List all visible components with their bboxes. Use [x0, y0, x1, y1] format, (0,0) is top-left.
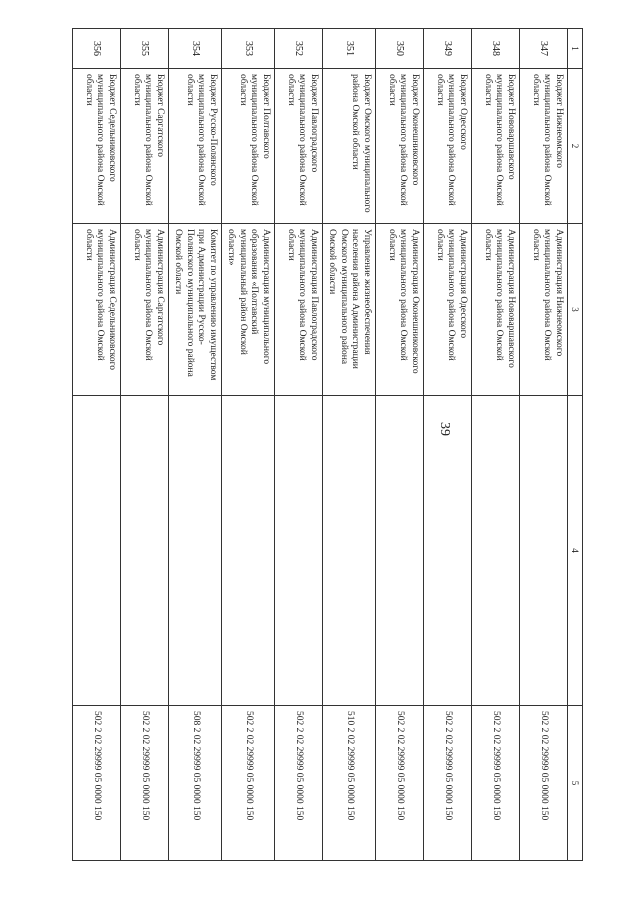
budget-code: 502 2 02 29999 05 0000 150 [472, 706, 520, 861]
table-row [376, 29, 424, 861]
header-col-5: 5 [568, 706, 583, 861]
budget-code: 502 2 02 29999 05 0000 150 [121, 706, 169, 861]
row-number: 354 [169, 29, 222, 69]
table-header-row [568, 29, 583, 861]
row-number: 356 [73, 29, 121, 69]
col4-cell [169, 396, 222, 706]
col4-cell [376, 396, 424, 706]
col4-cell [73, 396, 121, 706]
budget-name: Бюджет Оконешниковского муниципального района Омской области [376, 69, 424, 224]
budget-table [72, 28, 583, 861]
col4-cell [222, 396, 275, 706]
budget-name: Бюджет Полтавского муниципального района Омской области [222, 69, 275, 224]
budget-name: Бюджет Одесского муниципального района Омской области [424, 69, 472, 224]
budget-name: Бюджет Павлоградского муниципального района Омской области [275, 69, 323, 224]
budget-code: 502 2 02 29999 05 0000 150 [222, 706, 275, 861]
table-row [275, 29, 323, 861]
table-row [73, 29, 121, 861]
col4-cell [424, 396, 472, 706]
table-row [169, 29, 222, 861]
col4-cell [275, 396, 323, 706]
budget-code: 502 2 02 29999 05 0000 150 [520, 706, 568, 861]
row-number: 351 [323, 29, 376, 69]
administrator-name: Администрация Нижнеомского муниципального района Омской области [520, 224, 568, 396]
budget-code: 510 2 02 29999 05 0000 150 [323, 706, 376, 861]
header-col-1: 1 [568, 29, 583, 69]
col4-cell [121, 396, 169, 706]
budget-code: 508 2 02 29999 05 0000 150 [169, 706, 222, 861]
header-col-3: 3 [568, 224, 583, 396]
budget-code: 502 2 02 29999 05 0000 150 [73, 706, 121, 861]
rotated-table-area [84, 28, 583, 860]
budget-code: 502 2 02 29999 05 0000 150 [424, 706, 472, 861]
budget-name: Бюджет Нововаршавского муниципального района Омской области [472, 69, 520, 224]
administrator-name: Администрация Одесского муниципального района Омской области [424, 224, 472, 396]
row-number: 352 [275, 29, 323, 69]
page-number: 39 [437, 422, 452, 436]
table-row [520, 29, 568, 861]
table-row [323, 29, 376, 861]
budget-name: Бюджет Омского муниципального района Омской области [323, 69, 376, 224]
budget-name: Бюджет Нижнеомского муниципального района Омской области [520, 69, 568, 224]
row-number: 355 [121, 29, 169, 69]
budget-code: 502 2 02 29999 05 0000 150 [376, 706, 424, 861]
col4-cell [472, 396, 520, 706]
administrator-name: Администрация Оконешниковского муниципального района Омской области [376, 224, 424, 396]
administrator-name: Комитет по управлению имуществом при Администрации Русско-Полянского муниципального района Омской области [169, 224, 222, 396]
col4-cell [520, 396, 568, 706]
budget-name: Бюджет Саргатского муниципального района Омской области [121, 69, 169, 224]
header-col-4: 4 [568, 396, 583, 706]
table-row [424, 29, 472, 861]
administrator-name: Администрация муниципального образования «Полтавский муниципальный район Омской области» [222, 224, 275, 396]
administrator-name: Администрация Саргатского муниципального района Омской области [121, 224, 169, 396]
budget-name: Бюджет Седельниковского муниципального района Омской области [73, 69, 121, 224]
table-row [222, 29, 275, 861]
row-number: 350 [376, 29, 424, 69]
row-number: 349 [424, 29, 472, 69]
budget-name: Бюджет Русско-Полянского муниципального района Омской области [169, 69, 222, 224]
administrator-name: Управление жизнеобеспечения населения района Администрации Омского муниципального района Омской области [323, 224, 376, 396]
table-row [121, 29, 169, 861]
col4-cell [323, 396, 376, 706]
administrator-name: Администрация Павлоградского муниципального района Омской области [275, 224, 323, 396]
row-number: 347 [520, 29, 568, 69]
administrator-name: Администрация Седельниковского муниципального района Омской области [73, 224, 121, 396]
table-row [472, 29, 520, 861]
header-col-2: 2 [568, 69, 583, 224]
row-number: 353 [222, 29, 275, 69]
administrator-name: Администрация Нововаршавского муниципального района Омской области [472, 224, 520, 396]
row-number: 348 [472, 29, 520, 69]
budget-code: 502 2 02 29999 05 0000 150 [275, 706, 323, 861]
